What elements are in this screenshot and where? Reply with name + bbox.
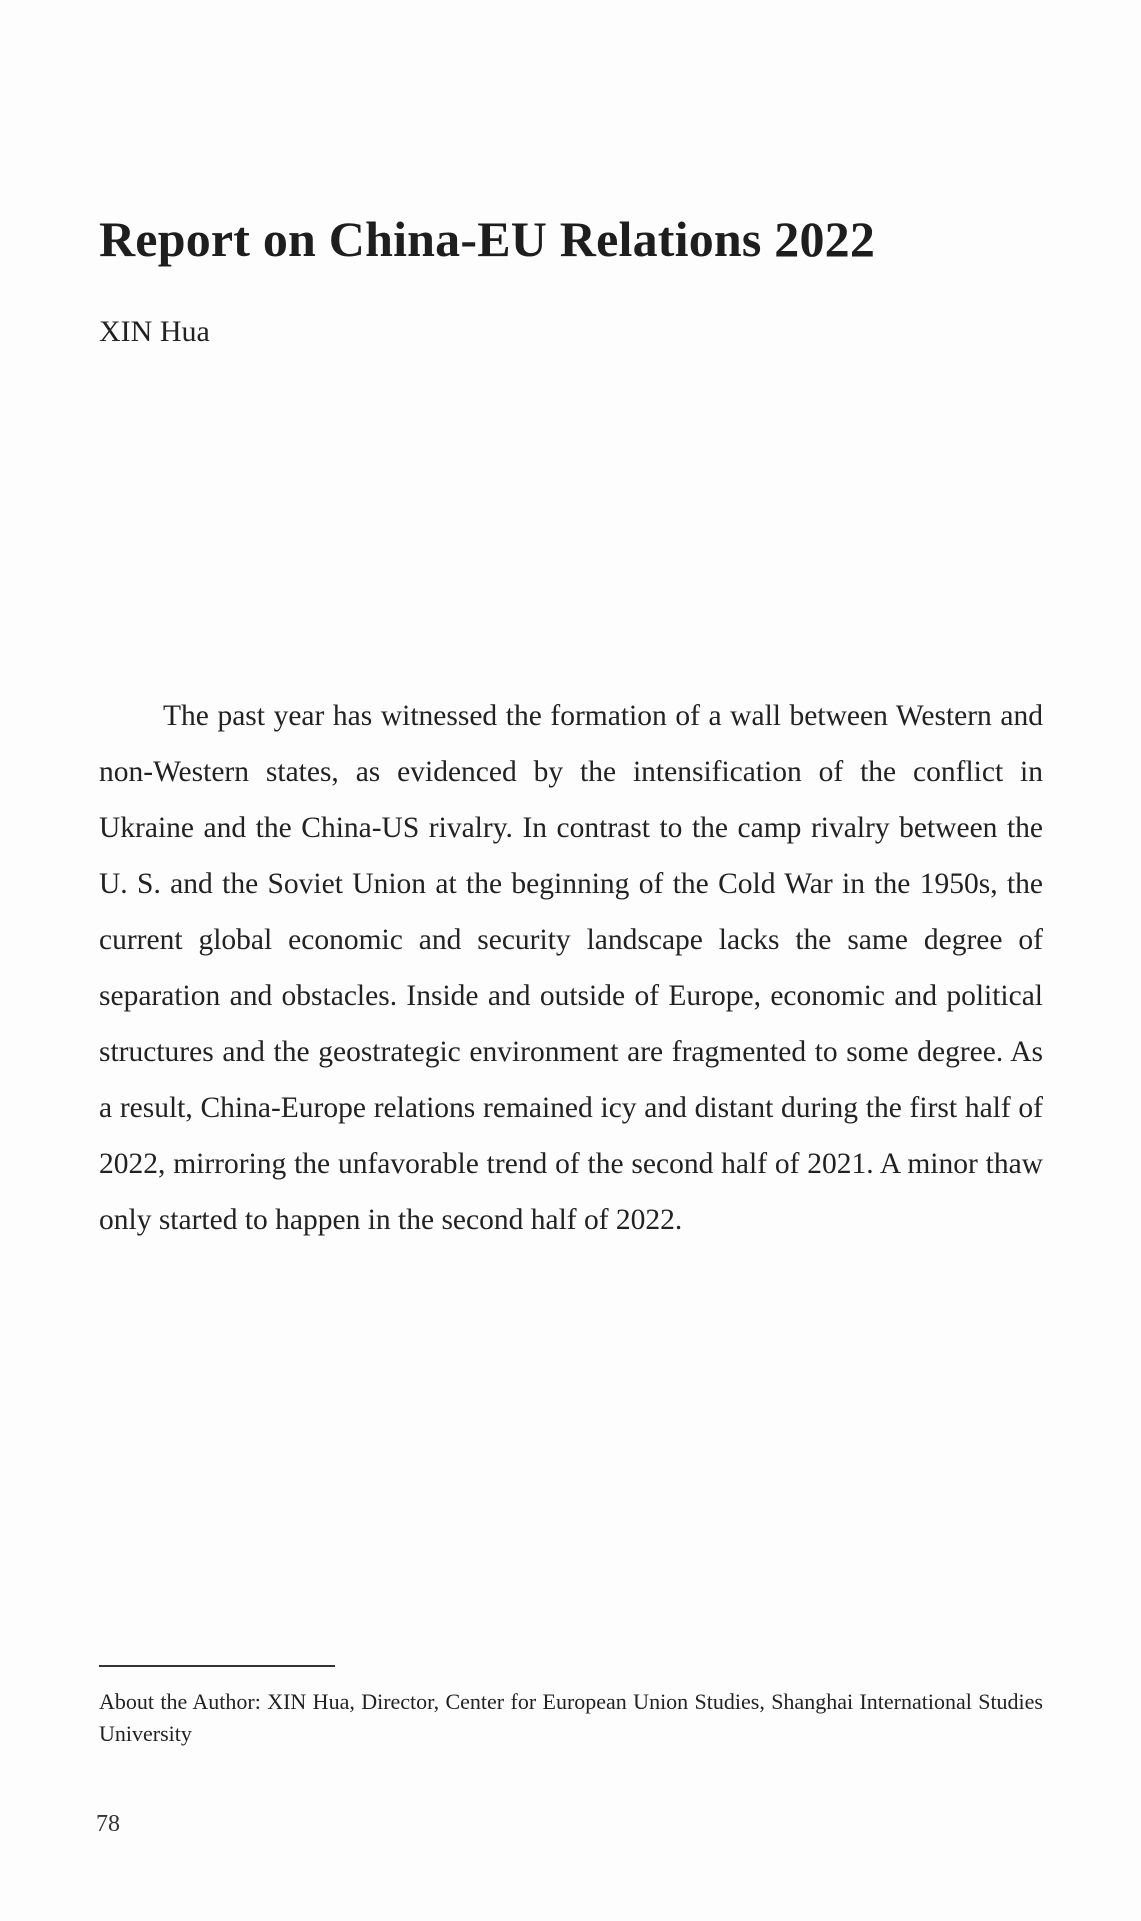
footnote-divider xyxy=(99,1665,335,1667)
author-footnote: About the Author: XIN Hua, Director, Center for European Union Studies, Shanghai International Studies University xyxy=(99,1689,1043,1746)
page-number: 78 xyxy=(96,1811,120,1837)
page-title: Report on China-EU Relations 2022 xyxy=(99,211,876,267)
author-name: XIN Hua xyxy=(99,315,210,348)
abstract-paragraph: The past year has witnessed the formation of a wall between Western and non-Western states, as evidenced by the intensification of the conflict in Ukraine and the China-US rivalry. In contrast to the camp rivalry between the U. S. and the Soviet Union at the beginning of the Cold War in the 1950s, the current global economic and security landscape lacks the same degree of separation and obstacles. Inside and outside of Europe, economic and political structures and the geostrategic environment are fragmented to some degree. As a result, China-Europe relations remained icy and distant during the first half of 2022, mirroring the unfavorable trend of the second half of 2021. A minor thaw only started to happen in the second half of 2022. xyxy=(99,700,1043,1236)
